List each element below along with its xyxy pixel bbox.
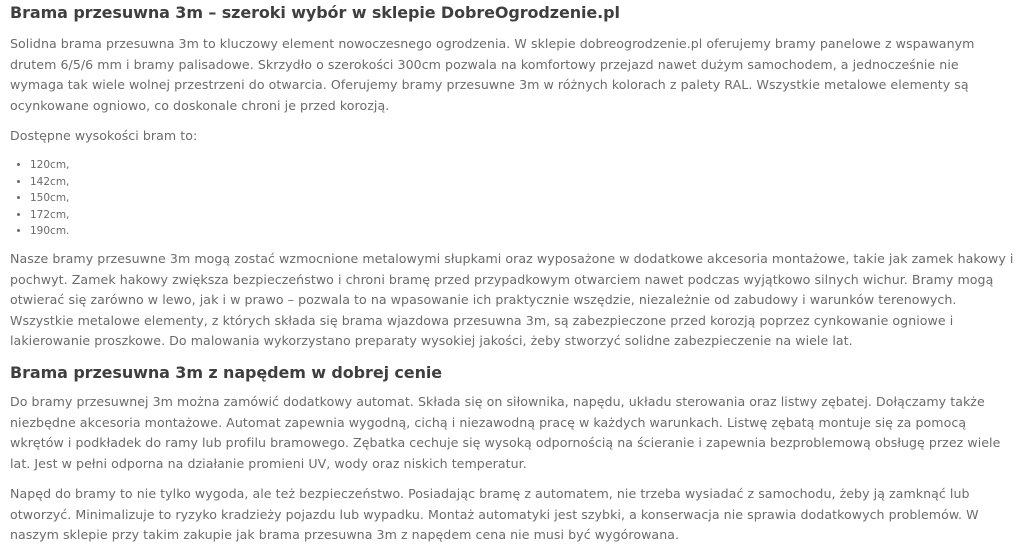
paragraph-intro: Solidna brama przesuwna 3m to kluczowy element nowoczesnego ogrodzenia. W sklepie dobreogrodzenie.pl oferujemy bramy panelowe z wspawanym drutem 6/5/6 mm i bramy palisadowe. Skrzydło o szerokości 300cm pozwala na komfortowy przejazd nawet dużym samochodem, a jednocześnie nie wymaga tak wiele wolnej przestrzeni do otwarcia. Oferujemy bramy przesuwne 3m w różnych kolorach z palety RAL. Wszystkie metalowe elementy są ocynkowane ogniowo, co doskonale chroni je przed korozją. <box>10 36 975 113</box>
list-item: • 172cm, <box>30 207 1014 224</box>
list-item: • 190cm. <box>30 223 1014 240</box>
heights-list <box>10 157 1014 240</box>
section-heading-wide-selection: Brama przesuwna 3m – szeroki wybór w sklepie DobreOgrodzenie.pl <box>10 3 620 22</box>
paragraph-automation: Do bramy przesuwnej 3m można zamówić dodatkowy automat. Składa się on siłownika, napędu, układu sterowania oraz listwy zębatej. Dołączamy także niezbędne akcesoria montażowe. Automat zapewnia wygodną, cichą i niezawodną pracę w każdych warunkach. Listwę zębatą montuje się za pomocą wkrętów i podkładek do ramy lub profilu bramowego. Zębatka cechuje się wysoką odpornością na ścieranie i zapewnia bezproblemową obsługę przez wiele lat. Jest w pełni odporna na działanie promieni UV, wody oraz niskich temperatur. <box>10 393 1001 471</box>
paragraph-safety: Napęd do bramy to nie tylko wygoda, ale też bezpieczeństwo. Posiadając bramę z automatem, nie trzeba wysiadać z samochodu, żeby ją zamknąć lub otworzyć. Minimalizuje to ryzyko kradzieży pojazdu lub wypadku. Montaż automatyki jest szybki, a konserwacja nie sprawia dodatkowych problemów. W naszym sklepie przy takim zakupie jak brama przesuwna 3m z napędem cena nie musi być wygórowana. <box>10 486 979 543</box>
paragraph-heights-intro: Dostępne wysokości bram to: <box>10 128 198 144</box>
paragraph-accessories: Nasze bramy przesuwne 3m mogą zostać wzmocnione metalowymi słupkami oraz wyposażone w dodatkowe akcesoria montażowe, takie jak zamek hakowy i pochwyt. Zamek hakowy zwiększa bezpieczeństwo i chroni bramę przed przypadkowym otwarciem nawet podczas wyjątkowo silnych wichur. Bramy mogą otwierać się zarówno w lewo, jak i w prawo – pozwala to na wpasowanie ich praktycznie wszędzie, niezależnie od zabudowy i warunków terenowych. Wszystkie metalowe elementy, z których składa się brama wjazdowa przesuwna 3m, są zabezpieczone przed korozją poprzez cynkowanie ogniowe i lakierowanie proszkowe. Do malowania wykorzystano preparaty wysokiej jakości, żeby stworzyć solidne zabezpieczenie na wiele lat. <box>10 250 1014 349</box>
list-item: • 120cm, <box>30 157 1014 174</box>
list-item: • 150cm, <box>30 190 1014 207</box>
list-item: • 142cm, <box>30 174 1014 191</box>
section-heading-with-drive: Brama przesuwna 3m z napędem w dobrej cenie <box>10 362 442 382</box>
